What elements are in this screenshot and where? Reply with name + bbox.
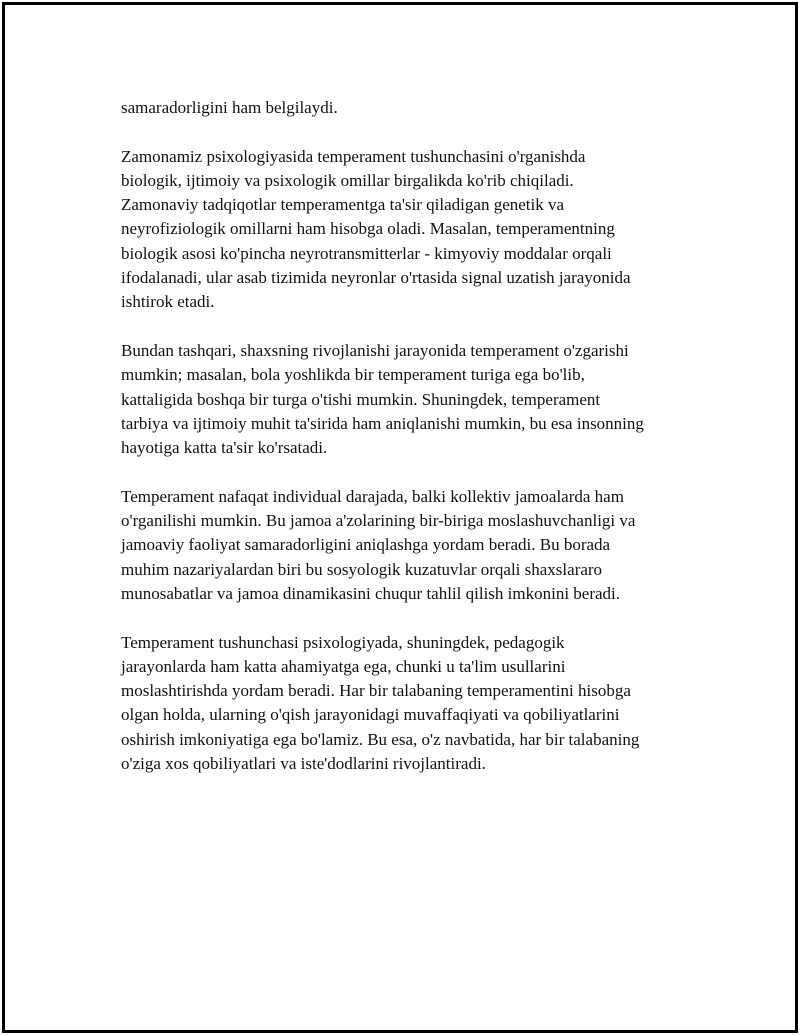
paragraph-5: Temperament tushunchasi psixologiyada, shuningdek, pedagogik jarayonlarda ham katta ahamiyatga ega, chunki u ta'lim usullarini moslashtirishda yordam beradi. Har bir talabaning temperamentini hisobga olgan holda, ularning o'qish jarayonidagi muvaffaqiyati va qobiliyatlarini oshirish imkoniyatiga ega bo'lamiz. Bu esa, o'z navbatida, har bir talabaning o'ziga xos qobiliyatlari va iste'dodlarini rivojlantiradi. [121, 632, 640, 774]
paragraph-4: Temperament nafaqat individual darajada, balki kollektiv jamoalarda ham o'rganilishi mumkin. Bu jamoa a'zolarining bir-biriga moslashuvchanligi va jamoaviy faoliyat samaradorligini aniqlashga yordam beradi. Bu borada muhim nazariyalardan biri bu sosyologik kuzatuvlar orqali shaxslararo munosabatlar va jamoa dinamikasini chuqur tahlil qilish imkonini beradi. [121, 486, 636, 603]
document-body [121, 96, 696, 801]
paragraph-3: Bundan tashqari, shaxsning rivojlanishi jarayonida temperament o'zgarishi mumkin; masalan, bola yoshlikda bir temperament turiga ega bo'lib, kattaligida boshqa bir turga o'tishi mumkin. Shuningdek, temperament tarbiya va ijtimoiy muhit ta'sirida ham aniqlanishi mumkin, bu esa insonning hayotiga katta ta'sir ko'rsatadi. [121, 340, 644, 458]
document-page [2, 2, 798, 1033]
paragraph-2: Zamonamiz psixologiyasida temperament tushunchasini o'rganishda biologik, ijtimoiy va psixologik omillar birgalikda ko'rib chiqiladi. Zamonaviy tadqiqotlar temperamentga ta'sir qiladigan genetik va neyrofiziologik omillarni ham hisobga oladi. Masalan, temperamentning biologik asosi ko'pincha neyrotransmitterlar - kimyoviy moddalar orqali ifodalanadi, ular asab tizimida neyronlar o'rtasida signal uzatish jarayonida ishtirok etadi. [121, 146, 631, 312]
paragraph-1: samaradorligini ham belgilaydi. [121, 98, 338, 117]
